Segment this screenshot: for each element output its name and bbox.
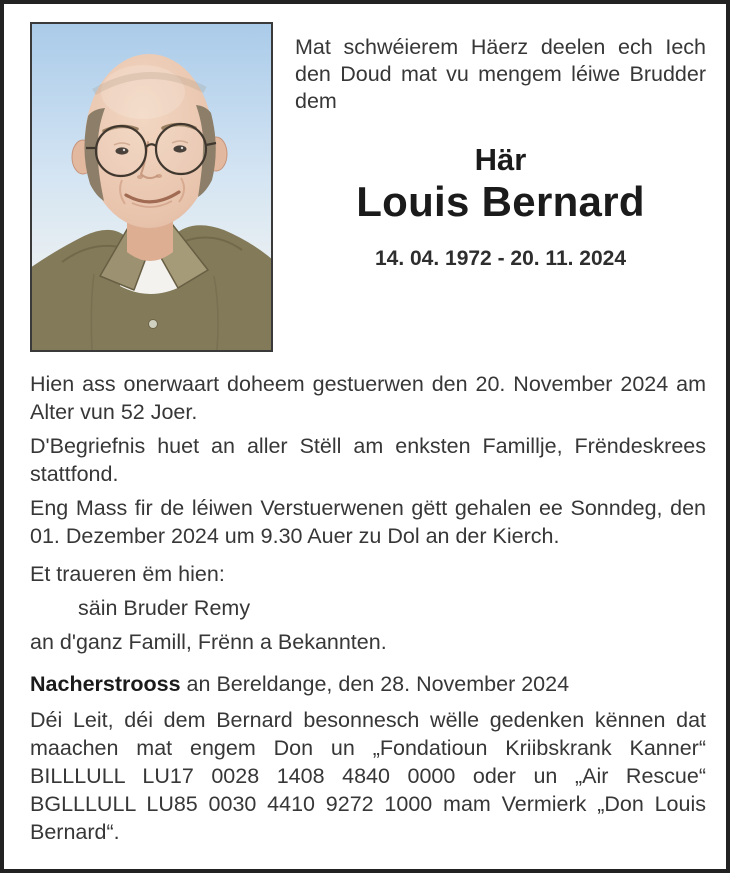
intro-text: Mat schwéierem Häerz deelen ech Iech den Doud mat vu mengem léiwe Brudder dem [295, 35, 706, 113]
dateline-place: Nacherstrooss [30, 672, 181, 696]
life-dates: 14. 04. 1972 - 20. 11. 2024 [374, 247, 627, 270]
portrait-photo [30, 22, 273, 352]
mass-notice: Eng Mass fir de léiwen Verstuerwenen gëtt gehalen ee Sonndeg, den 01. Dezember 2024 um 9.30 Auer zu Dol an der Kierch. [30, 496, 706, 548]
dateline-rest: an Bereldange, den 28. November 2024 [180, 672, 570, 696]
funeral-notice: D'Begriefnis huet an aller Stëll am enksten Famillje, Frëndeskrees stattfond. [30, 434, 706, 486]
honorific-title: Här [474, 142, 527, 177]
mourning-closing: an d'ganz Famill, Frënn a Bekannten. [30, 630, 387, 654]
header-text-column [273, 22, 706, 271]
dateline [30, 670, 706, 698]
header-row [30, 22, 706, 352]
death-announcement: Hien ass onerwaart doheem gestuerwen den 20. November 2024 am Alter vun 52 Joer. [30, 372, 706, 424]
notice-body [30, 370, 706, 846]
donation-text: Déi Leit, déi dem Bernard besonnesch wëlle gedenken kënnen dat maachen mat engem Don un „Fondatioun Kriibskrank Kanner“ BILLLULL LU17 0028 1408 4840 0000 oder un „Air Rescue“ BGLLLULL LU85 0030 4410 9272 1000 mam Vermierk „Don Louis Bernard“. [30, 708, 706, 844]
deceased-name: Louis Bernard [356, 178, 645, 225]
mourner-name: säin Bruder Remy [78, 596, 251, 620]
mourning-lead: Et traueren ëm hien: [30, 562, 225, 586]
portrait-illustration [32, 24, 271, 350]
